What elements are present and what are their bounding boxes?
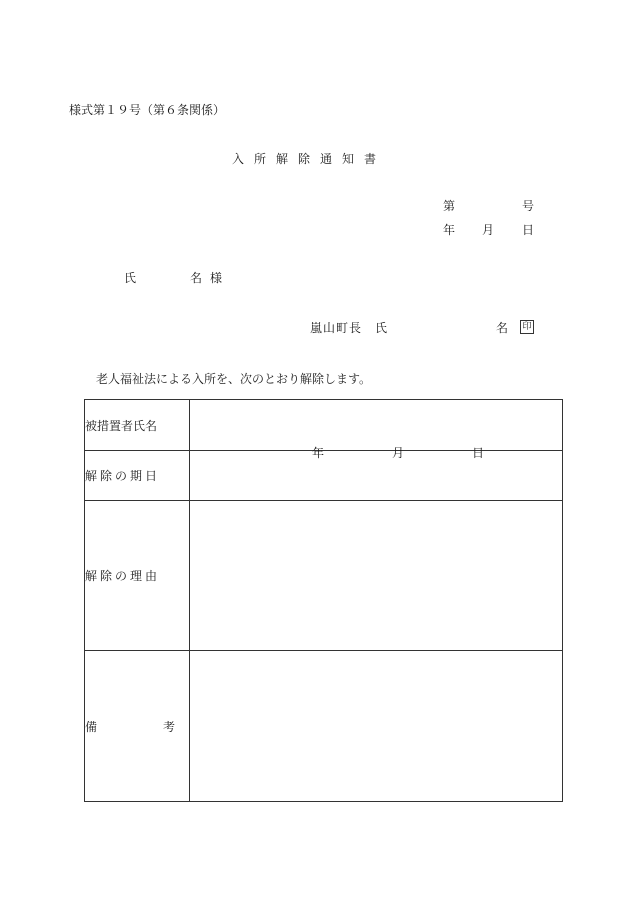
- row-reason-label: 解除の理由: [85, 501, 190, 651]
- seal-mark: 印: [520, 320, 534, 334]
- issuer-title: 嵐山町長: [310, 321, 363, 335]
- row-date-year-label: 年: [312, 446, 325, 460]
- issuer-name-label: 名: [496, 321, 509, 335]
- row-date-month-label: 月: [392, 446, 405, 460]
- issue-date-month-label: 月: [482, 223, 495, 237]
- issue-date-day-label: 日: [522, 223, 535, 237]
- table-row-reason: [85, 501, 563, 651]
- table-row-date: [85, 451, 563, 501]
- table-row-remarks: [85, 651, 563, 802]
- row-date-day-label: 日: [472, 446, 485, 460]
- row-date-value-field[interactable]: [190, 446, 563, 501]
- doc-number-prefix: 第: [443, 199, 456, 213]
- cancellation-details-table: [84, 399, 563, 802]
- addressee-name-label: 名様: [190, 271, 231, 285]
- row-reason-value-field[interactable]: [190, 501, 563, 651]
- row-remarks-label: [85, 651, 190, 802]
- table-row-name: [85, 400, 563, 451]
- issuer-surname-label: 氏: [375, 321, 388, 335]
- row-remarks-label-1: 備: [85, 719, 98, 734]
- form-number: 様式第１９号（第６条関係）: [69, 103, 226, 117]
- row-remarks-label-2: 考: [162, 719, 175, 734]
- addressee-surname-label: 氏: [124, 271, 137, 285]
- issue-date-year-label: 年: [443, 223, 456, 237]
- row-date-label: 解除の期日: [85, 451, 190, 501]
- doc-number-suffix: 号: [522, 199, 535, 213]
- document-title: 入所解除通知書: [232, 152, 387, 166]
- intro-text: 老人福祉法による入所を、次のとおり解除します。: [96, 372, 372, 386]
- row-name-value-field[interactable]: [190, 400, 563, 451]
- row-remarks-value-field[interactable]: [190, 651, 563, 802]
- row-name-label: 被措置者氏名: [85, 400, 190, 451]
